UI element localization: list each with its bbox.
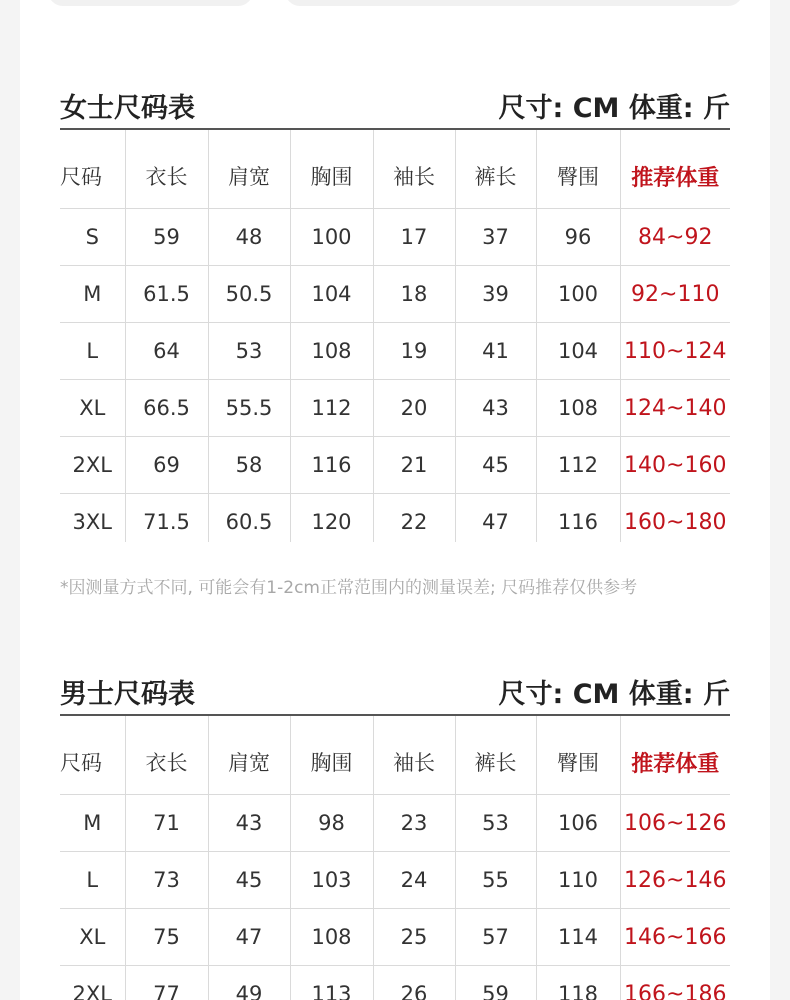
cell-chest: 120	[290, 494, 373, 543]
cell-size: XL	[60, 909, 125, 966]
col-header-chest: 胸围	[290, 716, 373, 795]
col-header-hip: 臀围	[536, 130, 620, 209]
cell-pants-length: 53	[455, 795, 536, 852]
size-chart-card	[20, 0, 770, 1000]
cell-pants-length: 39	[455, 266, 536, 323]
col-header-length: 衣长	[125, 130, 208, 209]
men-size-section	[60, 658, 730, 1000]
col-header-size: 尺码	[60, 751, 102, 775]
cell-sleeve: 26	[373, 966, 455, 1000]
men-table-wrapper	[60, 716, 730, 1000]
top-pill-right	[285, 0, 743, 6]
cell-size: S	[60, 209, 125, 266]
cell-length: 71.5	[125, 494, 208, 543]
cell-size: M	[60, 266, 125, 323]
cell-length: 59	[125, 209, 208, 266]
cell-hip: 96	[536, 209, 620, 266]
cell-pants-length: 37	[455, 209, 536, 266]
cell-pants-length: 41	[455, 323, 536, 380]
women-unit-note: 尺寸: CM 体重: 斤	[498, 93, 730, 124]
cell-hip: 106	[536, 795, 620, 852]
cell-chest: 112	[290, 380, 373, 437]
cell-pants-length: 43	[455, 380, 536, 437]
women-size-section	[60, 72, 730, 542]
col-header-recommended-weight: 推荐体重	[620, 130, 730, 209]
cell-pants-length: 47	[455, 494, 536, 543]
cell-length: 66.5	[125, 380, 208, 437]
cell-length: 64	[125, 323, 208, 380]
cell-recommended-weight: 124~140	[620, 380, 730, 437]
cell-sleeve: 20	[373, 380, 455, 437]
cell-shoulder: 55.5	[208, 380, 290, 437]
cell-size: L	[60, 852, 125, 909]
women-section-header	[60, 72, 730, 130]
cell-recommended-weight: 106~126	[620, 795, 730, 852]
cell-chest: 108	[290, 323, 373, 380]
cell-shoulder: 47	[208, 909, 290, 966]
cell-chest: 103	[290, 852, 373, 909]
cell-length: 73	[125, 852, 208, 909]
cell-length: 71	[125, 795, 208, 852]
cell-size: 3XL	[60, 494, 125, 543]
men-section-header	[60, 658, 730, 716]
cell-hip: 112	[536, 437, 620, 494]
col-header-length: 衣长	[125, 716, 208, 795]
cell-hip: 118	[536, 966, 620, 1000]
cell-hip: 108	[536, 380, 620, 437]
women-table-wrapper	[60, 130, 730, 542]
cell-sleeve: 23	[373, 795, 455, 852]
men-unit-note: 尺寸: CM 体重: 斤	[498, 679, 730, 710]
cell-shoulder: 50.5	[208, 266, 290, 323]
cell-sleeve: 24	[373, 852, 455, 909]
col-header-size: 尺码	[60, 165, 102, 189]
cell-sleeve: 17	[373, 209, 455, 266]
cell-sleeve: 21	[373, 437, 455, 494]
cell-length: 77	[125, 966, 208, 1000]
measurement-note: *因测量方式不同, 可能会有1-2cm正常范围内的测量误差; 尺码推荐仅供参考	[60, 578, 638, 598]
cell-size: 2XL	[60, 437, 125, 494]
women-size-table	[60, 130, 730, 542]
cell-shoulder: 45	[208, 852, 290, 909]
cell-hip: 110	[536, 852, 620, 909]
men-size-table	[60, 716, 730, 1000]
col-header-sleeve: 袖长	[373, 716, 455, 795]
cell-chest: 108	[290, 909, 373, 966]
cell-sleeve: 18	[373, 266, 455, 323]
cell-recommended-weight: 84~92	[620, 209, 730, 266]
table-row	[60, 380, 730, 437]
top-pill-left	[48, 0, 253, 6]
cell-length: 69	[125, 437, 208, 494]
cell-chest: 98	[290, 795, 373, 852]
col-header-shoulder: 肩宽	[208, 130, 290, 209]
cell-sleeve: 22	[373, 494, 455, 543]
cell-pants-length: 45	[455, 437, 536, 494]
cell-shoulder: 49	[208, 966, 290, 1000]
table-row	[60, 852, 730, 909]
table-header-row	[60, 716, 730, 795]
cell-shoulder: 43	[208, 795, 290, 852]
table-row	[60, 323, 730, 380]
cell-shoulder: 53	[208, 323, 290, 380]
table-row	[60, 494, 730, 543]
cell-size: L	[60, 323, 125, 380]
cell-length: 75	[125, 909, 208, 966]
cell-recommended-weight: 166~186	[620, 966, 730, 1000]
cell-hip: 100	[536, 266, 620, 323]
col-header-shoulder: 肩宽	[208, 716, 290, 795]
table-row	[60, 266, 730, 323]
men-section-title: 男士尺码表	[60, 679, 195, 710]
table-row	[60, 795, 730, 852]
cell-shoulder: 48	[208, 209, 290, 266]
cell-sleeve: 19	[373, 323, 455, 380]
table-row	[60, 909, 730, 966]
table-row	[60, 437, 730, 494]
cell-hip: 104	[536, 323, 620, 380]
cell-recommended-weight: 92~110	[620, 266, 730, 323]
table-row	[60, 209, 730, 266]
cell-recommended-weight: 126~146	[620, 852, 730, 909]
cell-recommended-weight: 110~124	[620, 323, 730, 380]
cell-size: 2XL	[60, 966, 125, 1000]
col-header-recommended-weight: 推荐体重	[620, 716, 730, 795]
cell-recommended-weight: 160~180	[620, 494, 730, 543]
cell-pants-length: 57	[455, 909, 536, 966]
col-header-chest: 胸围	[290, 130, 373, 209]
table-header-row	[60, 130, 730, 209]
col-header-hip: 臀围	[536, 716, 620, 795]
table-row	[60, 966, 730, 1000]
cell-chest: 116	[290, 437, 373, 494]
cell-size: XL	[60, 380, 125, 437]
cell-chest: 113	[290, 966, 373, 1000]
cell-recommended-weight: 140~160	[620, 437, 730, 494]
col-header-sleeve: 袖长	[373, 130, 455, 209]
cell-size: M	[60, 795, 125, 852]
cell-chest: 100	[290, 209, 373, 266]
cell-sleeve: 25	[373, 909, 455, 966]
cell-shoulder: 60.5	[208, 494, 290, 543]
cell-hip: 114	[536, 909, 620, 966]
cell-shoulder: 58	[208, 437, 290, 494]
cell-pants-length: 55	[455, 852, 536, 909]
col-header-pants-length: 裤长	[455, 130, 536, 209]
cell-length: 61.5	[125, 266, 208, 323]
women-section-title: 女士尺码表	[60, 93, 195, 124]
cell-chest: 104	[290, 266, 373, 323]
cell-recommended-weight: 146~166	[620, 909, 730, 966]
cell-pants-length: 59	[455, 966, 536, 1000]
col-header-pants-length: 裤长	[455, 716, 536, 795]
cell-hip: 116	[536, 494, 620, 543]
